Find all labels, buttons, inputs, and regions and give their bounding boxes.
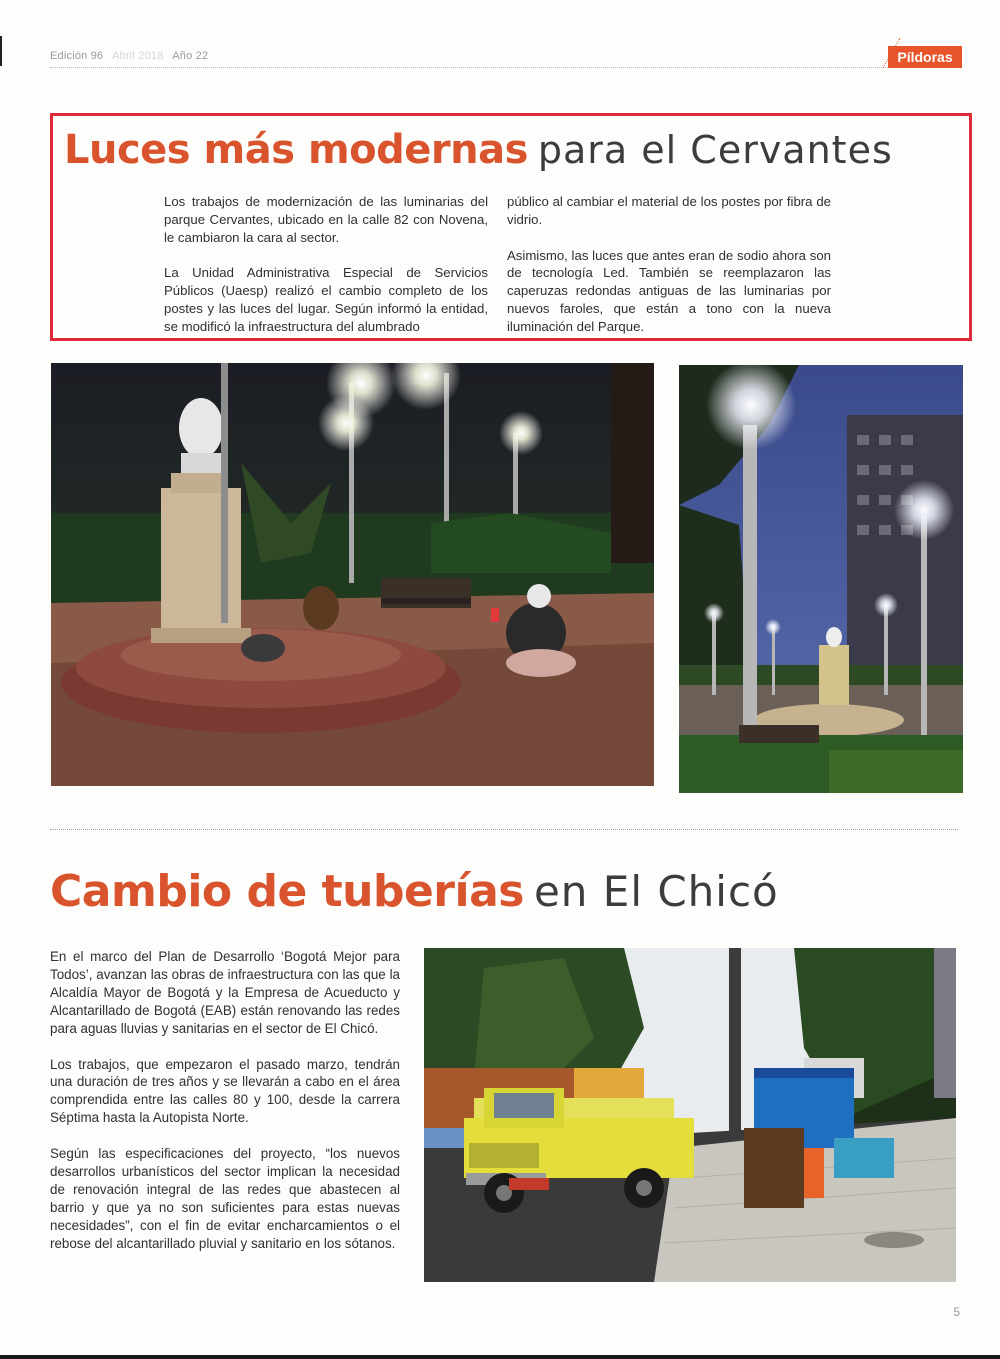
article1-paragraph: público al cambiar el material de los postes por fibra de vidrio. <box>507 194 831 227</box>
article2-paragraph: Los trabajos, que empezaron el pasado marzo, tendrán una duración de tres años y se llevarán a cabo en el área comprendida entre las calles 80 y 100, desde la carrera Séptima hasta la Autopista Norte. <box>50 1056 400 1126</box>
article2-paragraph: Según las especificaciones del proyecto, “los nuevos desarrollos urbanísticos del sector implican la necesidad de renovación integral de las redes que abastecen al barrio y que ya no son suficientes para estas nuevas necesidades”, con el fin de evitar encharcamientos o el rebose del alcantarillado pluvial y sanitario en los sótanos. <box>50 1146 400 1251</box>
year-label: Año 22 <box>172 50 209 62</box>
article2-title <box>50 866 779 917</box>
article1-paragraph: La Unidad Administrativa Especial de Servicios Públicos (Uaesp) realizó el cambio completo de los postes y las luces del lugar. Según informó la entidad, se modificó la infraestructura del alumbrado <box>164 265 488 334</box>
article1-title-light: para el Cervantes <box>537 128 893 172</box>
section-tag: Píldoras <box>888 46 962 68</box>
page-number: 5 <box>953 1305 960 1319</box>
article1-title-bold: Luces más modernas <box>64 127 528 173</box>
street-works-photo <box>424 948 956 1282</box>
header-dotted-rule <box>50 67 888 68</box>
article1-column-2 <box>507 193 831 354</box>
scan-bottom-edge <box>0 1355 1000 1359</box>
article1-column-1 <box>164 193 488 354</box>
issue-info <box>50 50 214 62</box>
article2-column <box>50 948 400 1271</box>
article1-paragraph: Asimismo, las luces que antes eran de sodio ahora son de tecnología Led. También se reemplazaron las caperuzas redondas antiguas de las luminarias por nuevos faroles, que están a tono con la nueva iluminación del Parque. <box>507 247 831 334</box>
faded-date-label: Abril 2018 <box>112 50 164 62</box>
park-lampposts-photo <box>679 365 963 793</box>
section-divider <box>50 829 958 830</box>
article2-paragraph: En el marco del Plan de Desarrollo ‘Bogotá Mejor para Todos’, avanzan las obras de infraestructura con las que la Alcaldía Mayor de Bogotá y la Empresa de Acueducto y Alcantarillado de Bogotá (EAB) están renovando las redes para aguas lluvias y sanitarias en el sector de El Chicó. <box>50 949 400 1036</box>
edition-label: Edición 96 <box>50 50 104 62</box>
article2-title-bold: Cambio de tuberías <box>50 866 524 917</box>
article2-title-light: en El Chicó <box>533 867 779 916</box>
park-night-photo <box>51 363 654 786</box>
article1-title <box>64 127 893 173</box>
article1-paragraph: Los trabajos de modernización de las luminarias del parque Cervantes, ubicado en la calle 82 con Novena, le cambiaron la cara al sector. <box>164 194 488 245</box>
scan-edge-mark <box>0 36 2 66</box>
